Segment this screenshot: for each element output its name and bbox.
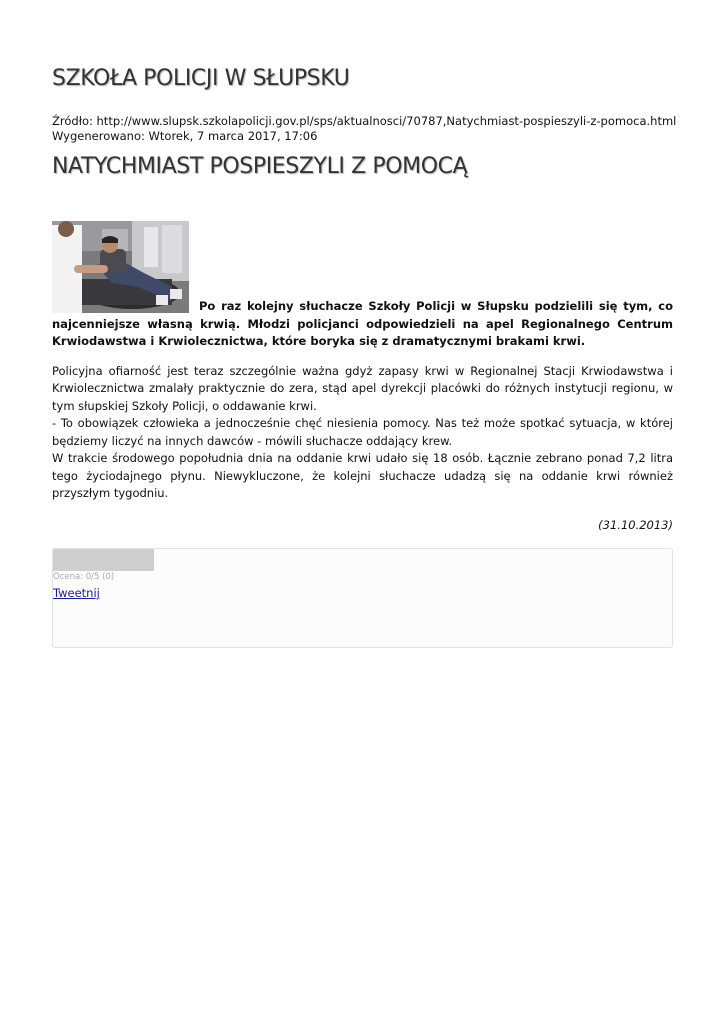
article-content (52, 221, 673, 534)
article-meta (52, 114, 676, 143)
article-photo (52, 221, 189, 313)
generated-line: Wygenerowano: Wtorek, 7 marca 2017, 17:06 (52, 128, 318, 143)
article-title: NATYCHMIAST POSPIESZYLI Z POMOCĄ (52, 154, 468, 179)
rating-text: Ocena: 0/5 (0) (53, 572, 115, 582)
paragraph: W trakcie środowego popołudnia dnia na oddanie krwi udało się 18 osób. Łącznie zebrano ponad 7,2 litra tego życiodajnego płynu. Niewykluczone, że kolejni słuchacze udadzą się na oddanie krwi również przyszłym tygodniu. (52, 451, 673, 500)
article-lead: Po raz kolejny słuchacze Szkoły Policji w Słupsku podzielili się tym, co najcenniejsze własną krwią. Młodzi policjanci odpowiedzieli na apel Regionalnego Centrum Krwiodawstwa i Krwiolecznictwa, które boryka się z dramatycznymi brakami krwi. (52, 299, 673, 348)
site-title: SZKOŁA POLICJI W SŁUPSKU (52, 66, 350, 91)
article-body (52, 363, 673, 503)
article-date: (31.10.2013) (598, 517, 673, 532)
rating-stars-bar[interactable] (53, 549, 154, 571)
paragraph: Policyjna ofiarność jest teraz szczególnie ważna gdyż zapasy krwi w Regionalnej Stacji Krwiodawstwa i Krwiolecznictwa zmalały praktycznie do zera, stąd apel dyrekcji placówki do różnych instytucji regionu, w tym słupskiej Szkoły Policji, o oddawanie krwi. (52, 363, 673, 413)
source-line: Źródło: http://www.slupsk.szkolapolicji.gov.pl/sps/aktualnosci/70787,Natychmiast-pospieszyli-z-pomoca.html (52, 114, 677, 128)
paragraph: - To obowiązek człowieka a jednocześnie chęć niesienia pomocy. Nas też może spotkać sytuacja, w której będziemy liczyć na innych dawców - mówili słuchacze oddający krew. (52, 416, 673, 448)
tweet-link[interactable]: Tweetnij (53, 586, 100, 600)
rating-share-widget (52, 548, 673, 648)
